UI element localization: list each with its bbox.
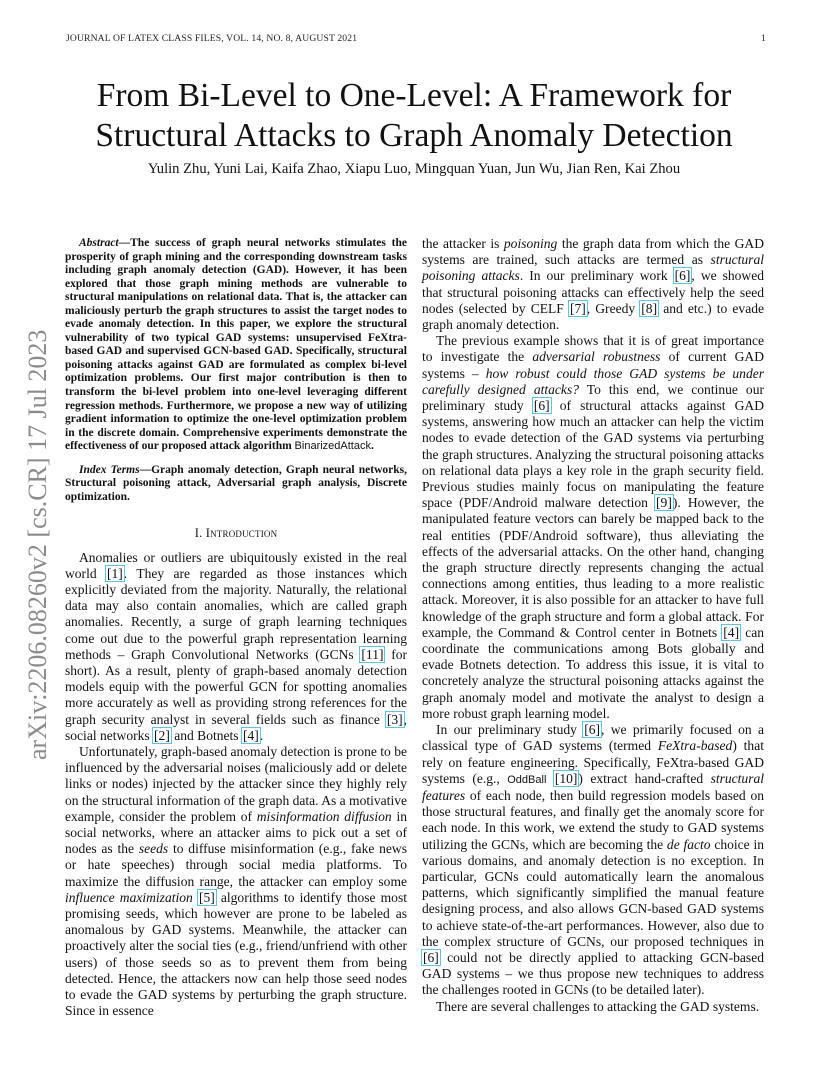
section-heading bbox=[65, 525, 407, 541]
citation-link[interactable]: [4] bbox=[242, 727, 259, 743]
paper-title bbox=[40, 76, 788, 156]
text-run: , we primarily focused on a classical type of GAD systems (termed bbox=[422, 722, 764, 754]
text-run: the attacker is bbox=[422, 236, 504, 251]
journal-name: JOURNAL OF LATEX CLASS FILES, VOL. 14, NO. 8, AUGUST 2021 bbox=[66, 33, 358, 44]
text-run: In our preliminary study bbox=[436, 722, 584, 738]
text-run: ). However, the manipulated feature vectors can barely be mapped back to the real entities (PDF/Android software), thus alleviating the effects of the adversarial attacks. On the other hand, changing the graph structure directly represents changing the actual connections among entities, thus leading to a more realistic attack. Moreover, it is also possible for an attacker to have full knowledge of the graph structure and form a global attack. For example, the Command & Control center in Botnets bbox=[422, 495, 764, 640]
text-run: Unfortunately, graph-based anomaly detection is prone to be influenced by the adversarial noises (maliciously add or delete links or nodes) injected by the attacker since they highly rely on the structural information of the graph data. As a motivative example, consider the problem of bbox=[65, 744, 407, 824]
emphasis: structural poisoning attacks bbox=[422, 252, 764, 284]
citation-link[interactable]: [6] bbox=[674, 268, 691, 284]
title-line-1: From Bi-Level to One-Level: A Framework for bbox=[96, 77, 732, 114]
text-run: . They are regarded as those instances which explicitly deviated from the majority. Naturally, the relational data may also contain anomalies, which are called graph anomalies. Recently, a surge of graph learning techniques come out due to the powerful graph representation learning methods – Graph Convolutional Networks (GCNs bbox=[65, 565, 408, 662]
citation-link[interactable]: [9] bbox=[656, 495, 672, 511]
abstract-lead: Abstract bbox=[79, 237, 119, 249]
text-run: the graph data from which the GAD systems are trained, such attacks are termed as bbox=[422, 236, 764, 268]
emphasis: de facto bbox=[666, 836, 711, 852]
running-header bbox=[66, 33, 766, 47]
text-run: , we showed that structural poisoning attacks can effectively help the seed nodes (selected by CELF bbox=[422, 268, 765, 316]
text-run: To this end, we continue our preliminary study bbox=[422, 381, 764, 414]
text-run: and etc.) to evade graph anomaly detection. bbox=[422, 300, 764, 333]
intro-paragraph-5 bbox=[422, 722, 764, 998]
emphasis: how robust could those GAD systems be under carefully designed attacks? bbox=[422, 365, 764, 397]
text-run: can coordinate the communications among Bots globally and evade Botnets detection. To address this issue, it is vital to concretely analyze the structural poisoning attacks against the graph anomaly model and motivate the analyst to design a more robust graph learning model. bbox=[422, 624, 765, 721]
intro-paragraph-4 bbox=[422, 333, 764, 722]
emphasis: misinformation diffusion bbox=[256, 808, 392, 824]
page-number: 1 bbox=[761, 33, 766, 44]
left-column bbox=[65, 237, 407, 1019]
citation-link[interactable]: [10] bbox=[554, 770, 578, 786]
index-terms-lead: Index Terms bbox=[79, 463, 140, 476]
abstract-text: —The success of graph neural networks stimulates the prosperity of graph mining and the corresponding downstream tasks including graph anomaly detection (GAD). However, it has been explored that those graph mining methods are vulnerable to structural manipulations on relational data. That is, the attacker can maliciously perturb the graph structures to assist the target nodes to evade anomaly detection. In this paper, we explore the structural vulnerability of two typical GAD systems: unsupervised FeXtra-based GAD and supervised GCN-based GAD. Specifically, structural poisoning attacks against GAD are formulated as complex bi-level optimization problems. Our first major contribution is then to transform the bi-level problem into one-level leveraging different regression methods. Furthermore, we propose a new way of utilizing gradient information to optimize the one-level optimization problem in the discrete domain. Comprehensive experiments demonstrate the effectiveness of our proposed attack algorithm bbox=[65, 237, 407, 453]
emphasis: poisoning bbox=[503, 236, 558, 251]
emphasis: seeds bbox=[138, 841, 169, 857]
algorithm-name: BinarizedAttack bbox=[294, 440, 371, 453]
citation-link[interactable]: [2] bbox=[154, 727, 170, 743]
text-run: for short). As a result, plenty of graph-based anomaly detection models equip with the powerful GCN for spotting anomalies more accurately as well as providing strong references for the graph security analyst in several fields such as finance bbox=[65, 646, 407, 727]
citation-link[interactable]: [3] bbox=[386, 711, 403, 727]
text-run: algorithms to identify those most promising seeds, which however are prone to be labeled as anomalous by GAD systems. Meanwhile, the attacker can proactively alter the social ties (e.g., friend/unfriend with other users) of those seeds so as to prevent them from being detected. Hence, the attackers now can help those seed nodes to evade the GAD systems by perturbing the graph structure. Since in essence bbox=[65, 889, 407, 1019]
text-run: of each node, then build regression models based on those structural features, and finally get the anomaly score for each node. In this work, we extend the study to GAD systems utilizing the GCNs, which are becoming the bbox=[422, 787, 764, 852]
text-run: choice in various domains, and anomaly detection is no exception. In particular, GCNs could automatically learn the anomalous patterns, which significantly simplified the manual feature designing process, and also allows GCN-based GAD systems to achieve state-of-the-art performances. However, also due to the complex structure of GCNs, our proposed techniques in bbox=[422, 836, 764, 949]
intro-paragraph-2 bbox=[65, 744, 407, 1019]
citation-link[interactable]: [4] bbox=[723, 624, 740, 640]
arxiv-stamp: arXiv:2206.08260v2 [cs.CR] 17 Jul 2023 bbox=[23, 329, 52, 760]
text-run: ) extract hand-crafted bbox=[578, 770, 711, 786]
text-run: of structural attacks against GAD systems, answering how much an attacker can help the victim nodes to evade detection of the GAD systems via perturbing the graph structures. Analyzing the structural poisoning attacks on relational data plays a key role in the graph security field. Previous studies mainly focus on manipulating the feature space (PDF/Android malware detection bbox=[422, 398, 765, 511]
text-run: The previous example shows that it is of great importance to investigate the bbox=[422, 333, 764, 365]
text-run: Anomalies or outliers are ubiquitously existed in the real world bbox=[65, 549, 407, 581]
index-terms bbox=[65, 464, 407, 505]
emphasis: FeXtra-based bbox=[657, 738, 733, 754]
citation-link[interactable]: [6] bbox=[533, 398, 550, 414]
abstract bbox=[65, 237, 407, 454]
author-list: Yulin Zhu, Yuni Lai, Kaifa Zhao, Xiapu Luo, Mingquan Yuan, Jun Wu, Jian Ren, Kai Zhou bbox=[147, 161, 681, 177]
intro-paragraph-6: There are several challenges to attacking the GAD systems. bbox=[436, 998, 760, 1014]
section-numeral: I. bbox=[194, 526, 203, 541]
citation-link[interactable]: [7] bbox=[569, 300, 586, 316]
text-run: . bbox=[259, 727, 264, 743]
intro-paragraph-1 bbox=[65, 550, 407, 744]
text-run: ) that rely on feature engineering. Specifically, FeXtra-based GAD systems (e.g., bbox=[422, 738, 764, 786]
section-title: Introduction bbox=[205, 526, 278, 541]
text-run: . In our preliminary work bbox=[519, 268, 674, 284]
text-run: , Greedy bbox=[586, 300, 641, 316]
text-run: and Botnets bbox=[170, 727, 242, 743]
abstract-end: . bbox=[370, 440, 374, 453]
emphasis: adversarial robustness bbox=[532, 349, 661, 365]
citation-link[interactable]: [8] bbox=[641, 300, 658, 316]
citation-link[interactable]: [1] bbox=[107, 565, 123, 581]
text-run: could not be directly applied to attacking GCN-based GAD systems – we thus propose new techniques to address the challenges rooted in GCNs (to be detailed later). bbox=[422, 949, 764, 998]
emphasis: structural features bbox=[422, 770, 765, 803]
citation-link[interactable]: [11] bbox=[361, 646, 384, 662]
intro-paragraph-3 bbox=[422, 236, 764, 333]
text-run: to diffuse misinformation (e.g., fake news or hate speeches) through social media platforms. To maximize the diffusion range, the attacker can employ some bbox=[65, 841, 407, 889]
right-column bbox=[422, 236, 764, 1015]
text-run: of current GAD systems – bbox=[422, 349, 765, 381]
citation-link[interactable]: [5] bbox=[198, 889, 215, 905]
text-run: in social networks, where an attacker aims to pick out a set of nodes as the bbox=[65, 808, 407, 857]
title-line-2: Structural Attacks to Graph Anomaly Detection bbox=[95, 117, 733, 154]
text-run: , social networks bbox=[65, 711, 407, 743]
citation-link[interactable]: [6] bbox=[423, 949, 439, 965]
index-terms-text: —Graph anomaly detection, Graph neural networks, Structural poisoning attack, Adversarial graph analysis, Discrete optimization. bbox=[65, 463, 407, 503]
emphasis: influence maximization bbox=[65, 889, 193, 905]
text-run bbox=[546, 771, 553, 786]
citation-link[interactable]: [6] bbox=[584, 722, 601, 738]
method-name: OddBall bbox=[507, 773, 547, 786]
